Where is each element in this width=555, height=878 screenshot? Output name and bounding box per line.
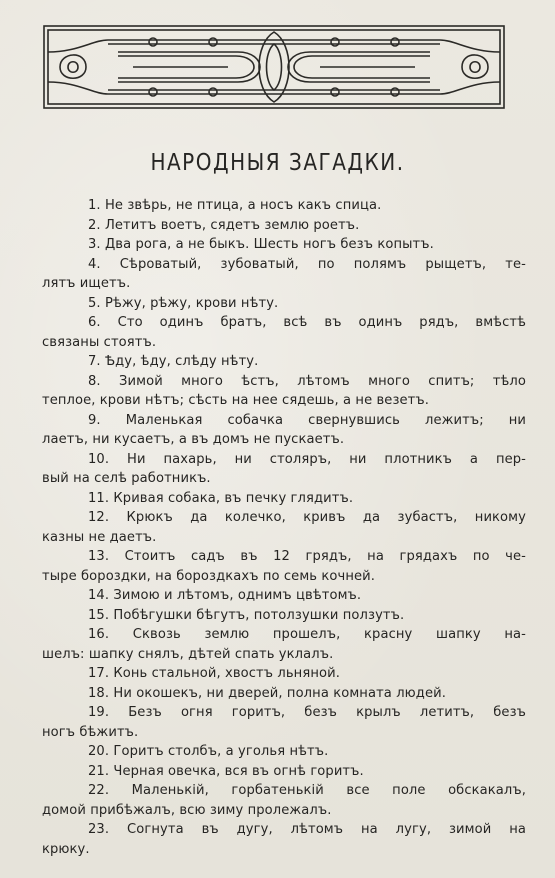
list-item: 19. Безъ огня горитъ, безъ крылъ летитъ, безъ <box>88 705 526 720</box>
list-item: теплое, крови нѣтъ; сѣсть на нее сядешь, а не везетъ. <box>42 393 430 408</box>
list-item: ногъ бѣжитъ. <box>42 724 139 740</box>
list-item: 10. Ни пахарь, ни столяръ, ни плотникъ а пер- <box>88 451 526 467</box>
list-item: казны не даетъ. <box>42 529 157 545</box>
list-item: 2. Летитъ воетъ, сядетъ землю роетъ. <box>88 217 360 233</box>
list-item: 6. Сто одинъ братъ, всѣ въ одинъ рядъ, вмѣстѣ <box>88 315 526 330</box>
list-item: шелъ: шапку снялъ, дѣтей спать уклалъ. <box>42 646 334 662</box>
list-item: 12. Крюкъ да колечко, кривъ да зубастъ, никому <box>88 510 526 525</box>
list-item: 23. Согнута въ дугу, лѣтомъ на лугу, зимой на <box>88 822 526 837</box>
list-item: домой прибѣжалъ, всю зиму пролежалъ. <box>42 802 332 818</box>
list-item: 17. Конь стальной, хвостъ льняной. <box>88 666 340 681</box>
list-item: тыре бороздки, на бороздкахъ по семь кочней. <box>42 568 376 584</box>
list-item: 3. Два рога, а не быкъ. Шесть ногъ безъ копытъ. <box>88 237 434 252</box>
list-item: 18. Ни окошекъ, ни дверей, полна комната людей. <box>88 685 446 701</box>
list-item: 20. Горитъ столбъ, а уголья нѣтъ. <box>88 744 329 759</box>
list-item: 4. Сѣроватый, зубоватый, по полямъ рыщетъ, те- <box>88 256 526 272</box>
list-item: крюку. <box>42 841 90 857</box>
list-item: 21. Черная овечка, вся въ огнѣ горитъ. <box>88 763 364 779</box>
list-item: лятъ ищетъ. <box>42 276 131 291</box>
list-item: 15. Побѣгушки бѣгутъ, потолзушки ползутъ. <box>88 607 405 623</box>
list-item: 16. Сквозь землю прошелъ, красну шапку на- <box>88 627 526 642</box>
list-item: 8. Зимой много ѣстъ, лѣтомъ много спитъ; тѣло <box>88 373 526 389</box>
riddle-list <box>42 196 526 859</box>
list-item: 13. Стоитъ садъ въ 12 грядъ, на грядахъ по че- <box>88 549 526 564</box>
list-item: вый на селѣ работникъ. <box>42 471 211 486</box>
page-title: НАРОДНЫЯ ЗАГАДКИ. <box>150 148 405 176</box>
list-item: 14. Зимою и лѣтомъ, однимъ цвѣтомъ. <box>88 588 362 603</box>
list-item: 5. Рѣжу, рѣжу, крови нѣту. <box>88 295 279 311</box>
list-item: 11. Кривая собака, въ печку глядитъ. <box>88 490 354 506</box>
list-item: 7. Ѣду, ѣду, слѣду нѣту. <box>88 354 259 369</box>
list-item: 1. Не звѣрь, не птица, а носъ какъ спица. <box>88 198 382 213</box>
list-item: лаетъ, ни кусаетъ, а въ домъ не пускаетъ. <box>42 432 345 447</box>
list-item: 9. Маленькая собачка свернувшись лежитъ; ни <box>88 412 526 428</box>
art-nouveau-border-ornament-icon <box>38 22 510 112</box>
list-item: связаны стоятъ. <box>42 334 157 350</box>
list-item: 22. Маленькій, горбатенькій все поле обскакалъ, <box>88 783 526 798</box>
